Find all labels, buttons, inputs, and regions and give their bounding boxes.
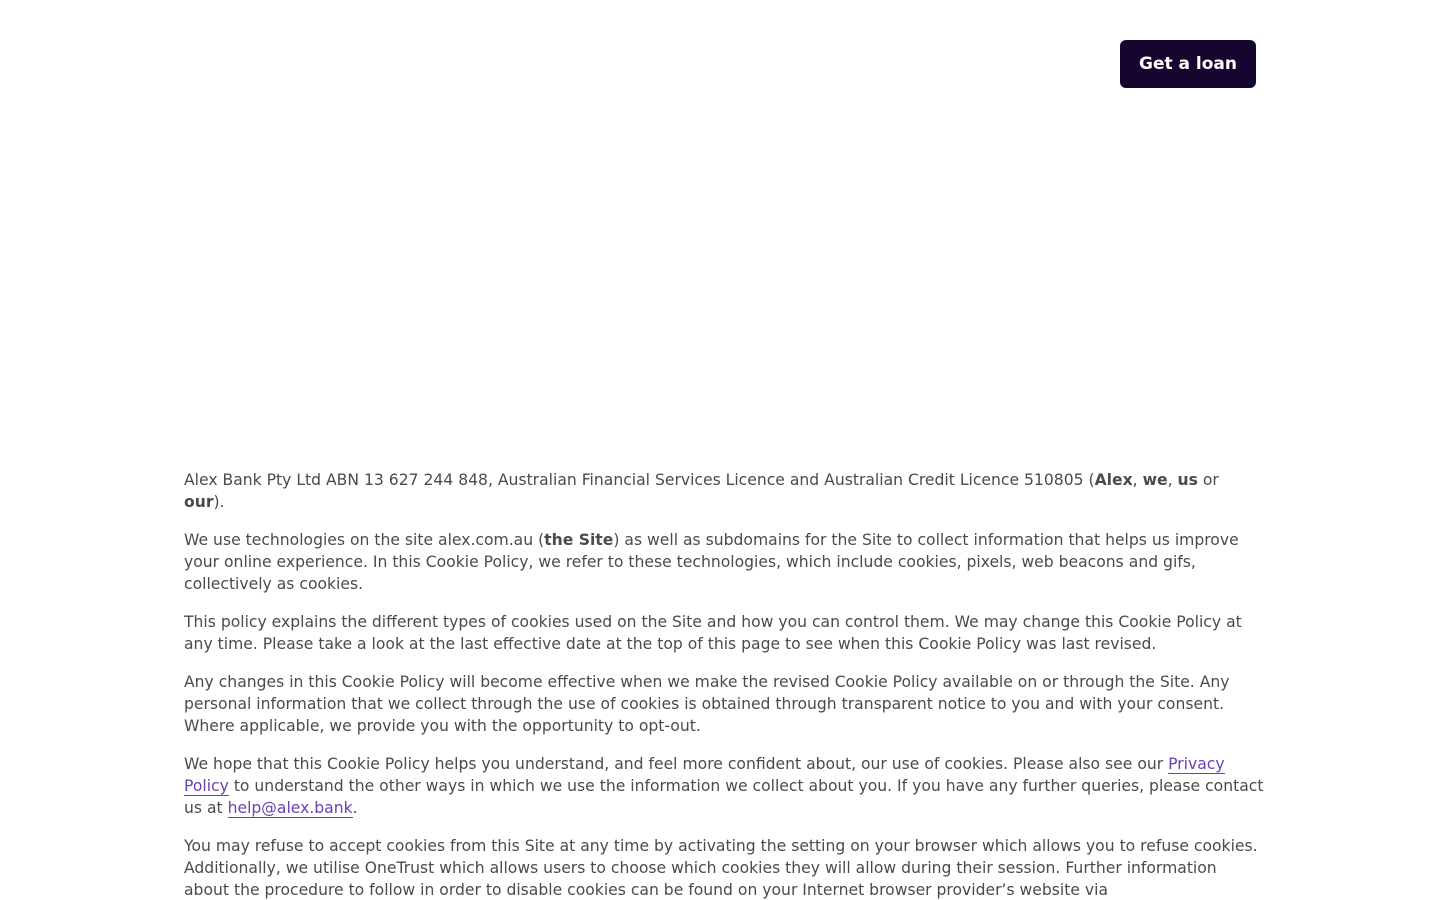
help-email-link[interactable]: help@alex.bank	[227, 799, 353, 817]
policy-paragraph-changes: Any changes in this Cookie Policy will become effective when we make the revised Cookie Policy available on or through the Site. Any personal information that we collect through the use of cookies is obtained through transparent notice to you and with your consent. Where applicable, we provide you with the opportunity to opt-out.	[184, 673, 1230, 735]
site-header	[0, 0, 1440, 120]
policy-text: Alex Bank Pty Ltd ABN 13 627 244 848, Australian Financial Services Licence and Australian Credit Licence 510805 (	[184, 471, 1095, 489]
policy-separator: ,	[1132, 471, 1143, 489]
cookie-policy-content	[184, 469, 1264, 900]
policy-paragraph-explanation: This policy explains the different types of cookies used on the Site and how you can control them. We may change this Cookie Policy at any time. Please take a look at the last effective date at the top of this page to see when this Cookie Policy was last revised.	[184, 613, 1242, 653]
policy-text: ).	[213, 493, 225, 511]
policy-term-our: our	[184, 493, 214, 511]
policy-text: We hope that this Cookie Policy helps you understand, and feel more confident about, our use of cookies. Please also see our	[184, 755, 1169, 773]
policy-text: to understand the other ways in which we use the information we collect about you. If you have any further queries, please contact us at	[184, 777, 1264, 817]
policy-text: We use technologies on the site alex.com.au (	[184, 531, 545, 549]
policy-term-us: us	[1177, 471, 1198, 489]
policy-paragraph-refuse-cookies: You may refuse to accept cookies from this Site at any time by activating the setting on your browser which allows you to refuse cookies. Additionally, we utilise OneTrust which allows users to choose which cookies they will allow during their session. Further information about the procedure to follow in order to disable cookies can be found on your Internet browser provider’s website via	[184, 837, 1258, 899]
policy-term-alex: Alex	[1094, 471, 1133, 489]
policy-separator: or	[1197, 471, 1219, 489]
policy-text: .	[352, 799, 358, 817]
policy-term-site: the Site	[544, 531, 614, 549]
policy-text: ) as well as subdomains for the Site to collect information that helps us improve your online experience. In this Cookie Policy, we refer to these technologies, which include cookies, pixels, web beacons and gifs, collectively as cookies.	[184, 531, 1239, 593]
privacy-policy-link[interactable]: Privacy Policy	[184, 755, 1225, 795]
policy-separator: ,	[1167, 471, 1178, 489]
get-a-loan-button[interactable]: Get a loan	[1120, 40, 1256, 88]
policy-paragraph-technologies	[184, 529, 1264, 595]
policy-paragraph-entity	[184, 469, 1264, 513]
policy-paragraph-contact	[184, 753, 1264, 819]
policy-term-we: we	[1142, 471, 1168, 489]
